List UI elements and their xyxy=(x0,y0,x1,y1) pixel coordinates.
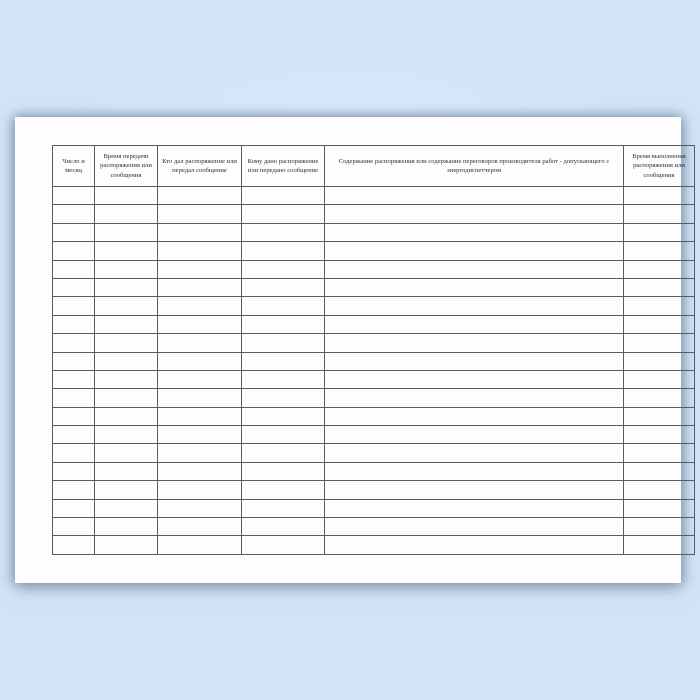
header-row xyxy=(53,146,695,187)
table-cell xyxy=(95,297,158,315)
table-row xyxy=(53,462,695,480)
table-cell xyxy=(624,205,695,223)
table-cell xyxy=(53,334,95,352)
table-cell xyxy=(158,499,242,517)
table-cell xyxy=(95,315,158,333)
table-row xyxy=(53,499,695,517)
table-row xyxy=(53,426,695,444)
table-cell xyxy=(242,370,325,388)
table-cell xyxy=(325,518,624,536)
table-body xyxy=(53,187,695,555)
table-cell xyxy=(53,278,95,296)
table-row xyxy=(53,242,695,260)
table-cell xyxy=(95,242,158,260)
table-cell xyxy=(242,223,325,241)
table-row xyxy=(53,334,695,352)
table-cell xyxy=(158,426,242,444)
table-cell xyxy=(242,334,325,352)
table-cell xyxy=(624,315,695,333)
column-header-5: Содержание распоряжения или содержание переговоров производителя работ - допускающего с энергодиспетчером xyxy=(325,146,624,187)
table-cell xyxy=(53,315,95,333)
table-cell xyxy=(95,426,158,444)
table-cell xyxy=(95,278,158,296)
table-cell xyxy=(53,536,95,554)
table-cell xyxy=(624,444,695,462)
table-cell xyxy=(158,352,242,370)
table-cell xyxy=(624,481,695,499)
table-cell xyxy=(325,462,624,480)
table-cell xyxy=(53,444,95,462)
table-cell xyxy=(624,334,695,352)
table-row xyxy=(53,518,695,536)
table-row xyxy=(53,389,695,407)
table-cell xyxy=(242,205,325,223)
table-cell xyxy=(242,352,325,370)
table-cell xyxy=(53,260,95,278)
table-cell xyxy=(53,370,95,388)
table-cell xyxy=(242,297,325,315)
column-header-1: Число и месяц xyxy=(53,146,95,187)
table-cell xyxy=(242,187,325,205)
table-row xyxy=(53,352,695,370)
paper-sheet xyxy=(15,117,686,583)
table-cell xyxy=(95,334,158,352)
table-row xyxy=(53,315,695,333)
table-cell xyxy=(158,297,242,315)
table-cell xyxy=(158,334,242,352)
table-cell xyxy=(95,444,158,462)
table-cell xyxy=(95,499,158,517)
table-cell xyxy=(242,426,325,444)
table-row xyxy=(53,205,695,223)
table-cell xyxy=(325,352,624,370)
table-cell xyxy=(158,481,242,499)
table-cell xyxy=(242,260,325,278)
table-cell xyxy=(242,518,325,536)
table-cell xyxy=(325,315,624,333)
table-cell xyxy=(95,536,158,554)
table-cell xyxy=(53,499,95,517)
table-cell xyxy=(325,389,624,407)
table-cell xyxy=(325,499,624,517)
table-cell xyxy=(158,462,242,480)
table-cell xyxy=(624,518,695,536)
table-row xyxy=(53,260,695,278)
table-cell xyxy=(624,499,695,517)
table-cell xyxy=(53,518,95,536)
table-cell xyxy=(53,297,95,315)
table-cell xyxy=(242,242,325,260)
column-header-3: Кто дал распоряжение или передал сообщение xyxy=(158,146,242,187)
table-row xyxy=(53,223,695,241)
table-cell xyxy=(158,187,242,205)
table-cell xyxy=(325,297,624,315)
table-cell xyxy=(325,278,624,296)
table-cell xyxy=(325,205,624,223)
table-cell xyxy=(325,407,624,425)
table-cell xyxy=(95,389,158,407)
table-cell xyxy=(95,370,158,388)
table-cell xyxy=(325,426,624,444)
journal-table xyxy=(52,145,695,555)
table-cell xyxy=(242,499,325,517)
table-cell xyxy=(325,187,624,205)
table-cell xyxy=(158,407,242,425)
table-cell xyxy=(95,352,158,370)
table-cell xyxy=(158,389,242,407)
table-cell xyxy=(325,536,624,554)
table-cell xyxy=(158,260,242,278)
table-cell xyxy=(53,187,95,205)
column-header-2: Время передачи распоряжения или сообщения xyxy=(95,146,158,187)
table-cell xyxy=(624,297,695,315)
table-cell xyxy=(325,444,624,462)
table-cell xyxy=(53,242,95,260)
table-cell xyxy=(242,481,325,499)
table-cell xyxy=(325,223,624,241)
table-cell xyxy=(95,481,158,499)
table-cell xyxy=(624,426,695,444)
table-row xyxy=(53,278,695,296)
column-header-6: Время выполнения распоряжения или сообщения xyxy=(624,146,695,187)
table-cell xyxy=(242,444,325,462)
table-cell xyxy=(158,223,242,241)
table-cell xyxy=(158,278,242,296)
table-cell xyxy=(95,518,158,536)
table-cell xyxy=(624,260,695,278)
table-row xyxy=(53,536,695,554)
table-cell xyxy=(95,223,158,241)
table-cell xyxy=(158,370,242,388)
table-cell xyxy=(158,536,242,554)
table-cell xyxy=(624,278,695,296)
table-cell xyxy=(325,260,624,278)
table-cell xyxy=(624,352,695,370)
table-cell xyxy=(624,223,695,241)
table-cell xyxy=(53,389,95,407)
table-row xyxy=(53,187,695,205)
table-cell xyxy=(242,389,325,407)
table-cell xyxy=(624,462,695,480)
table-row xyxy=(53,481,695,499)
table-cell xyxy=(325,481,624,499)
table-cell xyxy=(624,536,695,554)
table-cell xyxy=(95,260,158,278)
table-cell xyxy=(53,426,95,444)
table-header xyxy=(53,146,695,187)
table-cell xyxy=(624,407,695,425)
table-cell xyxy=(53,205,95,223)
table-cell xyxy=(95,205,158,223)
table-cell xyxy=(95,187,158,205)
table-cell xyxy=(624,242,695,260)
table-cell xyxy=(158,205,242,223)
table-row xyxy=(53,444,695,462)
table-cell xyxy=(325,370,624,388)
table-cell xyxy=(158,315,242,333)
table-cell xyxy=(158,444,242,462)
table-row xyxy=(53,407,695,425)
table-cell xyxy=(53,352,95,370)
table-cell xyxy=(158,518,242,536)
table-cell xyxy=(242,536,325,554)
table-cell xyxy=(53,481,95,499)
table-cell xyxy=(624,187,695,205)
table-cell xyxy=(242,315,325,333)
table-cell xyxy=(53,462,95,480)
table-row xyxy=(53,370,695,388)
table-cell xyxy=(624,389,695,407)
table-cell xyxy=(53,223,95,241)
table-cell xyxy=(325,242,624,260)
table-cell xyxy=(158,242,242,260)
table-cell xyxy=(242,462,325,480)
table-cell xyxy=(53,407,95,425)
table-cell xyxy=(95,462,158,480)
table-cell xyxy=(242,278,325,296)
table-cell xyxy=(242,407,325,425)
table-row xyxy=(53,297,695,315)
table-cell xyxy=(325,334,624,352)
column-header-4: Кому дано распоряжение или передано сообщение xyxy=(242,146,325,187)
table-cell xyxy=(95,407,158,425)
table-cell xyxy=(624,370,695,388)
